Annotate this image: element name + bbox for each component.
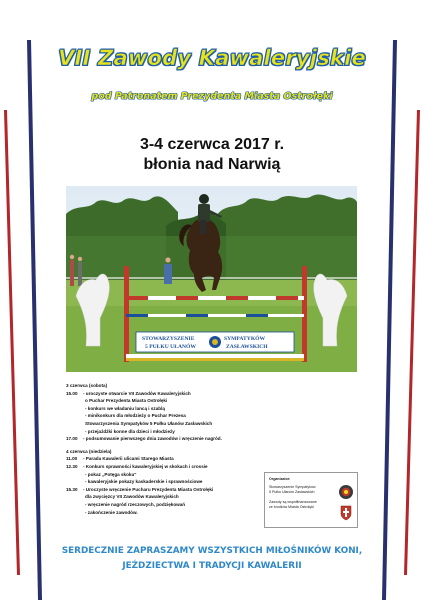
program-text: - Parada Kawalerii ulicami Starego Miasta	[83, 456, 174, 462]
program-item: - kawaleryjskie pokazy kaskaderskie i sprawnościowe	[85, 479, 203, 485]
program-time: 11.00	[66, 456, 78, 462]
program-time: 17.00	[66, 436, 78, 442]
photo-illustration	[66, 186, 357, 372]
day1-list	[66, 390, 286, 443]
day2-list	[66, 455, 286, 516]
day1-heading: 3 czerwca (sobota)	[66, 383, 108, 388]
program-item: - wręczenie nagród rzeczowych, podziękowań	[85, 501, 186, 507]
cofinance-line1: Zawody są współfinansowane	[269, 500, 317, 504]
program-item: dla zwycięzcy VII Zawodów Kawaleryjskich	[85, 494, 179, 500]
poster-title: VII Zawody Kawaleryjskie	[58, 46, 366, 70]
banner-text-4: ZASŁAWSKICH	[226, 344, 268, 350]
program-item	[66, 435, 286, 443]
invitation-line2: JEŹDZIECTWA I TRADYCJI KAWALERII	[122, 561, 302, 571]
association-emblem-icon	[338, 484, 354, 500]
program-time: 15.30	[66, 486, 78, 492]
program-item: - zakończenie zawodów.	[85, 509, 138, 515]
program-item: - pokaz „Potęga skoku"	[85, 471, 137, 477]
banner-text-2: 5 PUŁKU UŁANÓW	[145, 344, 196, 350]
program-item: Stowarzyszenia Sympatyków 5 Pułku Ułanów Zasławskich	[85, 420, 213, 426]
event-photo	[66, 186, 357, 372]
program-item	[66, 486, 286, 494]
program-item	[66, 455, 286, 463]
banner-text-1: STOWARZYSZENIE	[142, 336, 195, 342]
organizer-name-line2: 5 Pułku Ułanów Zasławskich	[269, 490, 315, 494]
program-item: - minikonkurs dla młodzieży o Puchar Prezesa	[85, 413, 186, 419]
organizer-name-line1: Stowarzyszenie Sympatyków	[269, 485, 316, 489]
left-red-stripe	[4, 110, 20, 575]
program-item: o Puchar Prezydenta Miasta Ostrołęki	[85, 398, 168, 404]
right-navy-stripe	[382, 40, 397, 600]
program-item	[66, 463, 286, 471]
day2-heading: 4 czerwca (niedziela)	[66, 448, 112, 454]
program-item: - konkurs we władaniu lancą i szablą	[85, 405, 165, 411]
cofinance-line2: ze środków Miasta Ostrołęki	[269, 505, 314, 509]
banner-text-3: SYMPATYKÓW	[224, 336, 266, 342]
event-date: 3-4 czerwca 2017 r.	[139, 136, 285, 153]
program-time: 12.30	[66, 463, 78, 469]
program-item: - przejażdżki konne dla dzieci i młodzieży	[85, 428, 175, 434]
left-navy-stripe	[27, 40, 42, 600]
city-coat-of-arms-icon	[340, 505, 352, 521]
event-place: błonia nad Narwią	[143, 156, 281, 173]
invitation-line1: SERDECZNIE ZAPRASZAMY WSZYSTKICH MIŁOŚNIKÓW KONI,	[61, 546, 363, 556]
program-text: - Konkurs sprawności kawaleryjskiej w skokach i crossie	[83, 463, 208, 469]
invitation-text	[0, 544, 424, 574]
program-time: 15.00	[66, 390, 78, 396]
program-text: - Uroczyste wręczenie Pucharu Prezydenta Miasta Ostrołęki	[83, 486, 214, 492]
organizer-box	[264, 472, 358, 528]
right-red-stripe	[404, 110, 420, 575]
program-item	[66, 390, 286, 398]
poster-subtitle: pod Patronatem Prezydenta Miasta Ostrołęki	[91, 91, 333, 102]
program-text: - uroczyste otwarcie VII Zawodów Kawaleryjskich	[83, 390, 191, 396]
organizer-label: Organizator:	[269, 477, 291, 481]
event-program	[66, 382, 286, 516]
program-text: - podsumowanie pierwszego dnia zawodów i wręczenie nagród.	[83, 436, 222, 442]
